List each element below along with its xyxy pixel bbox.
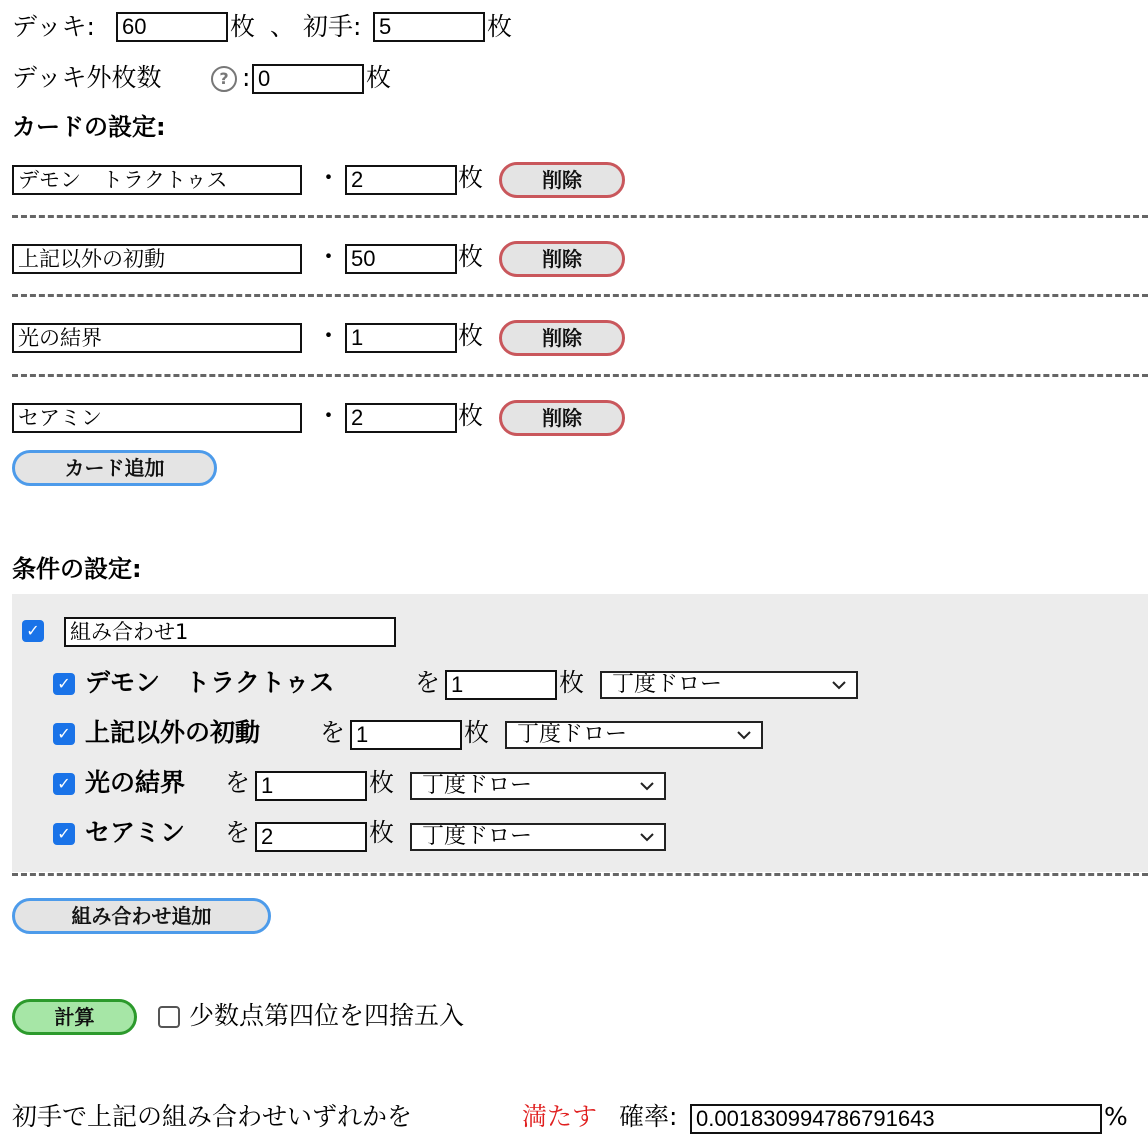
condition-mode-select[interactable] xyxy=(410,772,666,800)
result-value-field[interactable]: 0.001830994786791643 xyxy=(690,1104,1102,1134)
condition-unit: 枚 xyxy=(559,668,585,697)
conditions-heading: 条件の設定: xyxy=(12,555,142,583)
condition-card-name: 上記以外の初動 xyxy=(85,718,261,747)
card-name-input[interactable]: 上記以外の初動 xyxy=(12,244,302,274)
condition-count-input[interactable]: 2 xyxy=(255,822,367,852)
condition-wo: を xyxy=(415,668,441,697)
chevron-down-icon xyxy=(640,832,654,842)
chevron-down-icon xyxy=(737,730,751,740)
deck-unit: 枚 xyxy=(230,12,256,41)
calculate-button[interactable]: 計算 xyxy=(12,999,137,1035)
hand-unit: 枚 xyxy=(487,12,513,41)
hand-size-input[interactable]: 5 xyxy=(373,12,485,42)
delete-button[interactable]: 削除 xyxy=(499,241,625,277)
round-option-label: 少数点第四位を四捨五入 xyxy=(189,1001,465,1030)
outside-deck-input[interactable]: 0 xyxy=(252,64,364,94)
hand-size-label: 初手: xyxy=(303,12,362,41)
card-dot: ・ xyxy=(316,401,342,430)
condition-card-name: 光の結界 xyxy=(85,768,186,797)
card-unit: 枚 xyxy=(458,321,484,350)
card-dot: ・ xyxy=(316,321,342,350)
condition-unit: 枚 xyxy=(369,768,395,797)
add-combination-button[interactable]: 組み合わせ追加 xyxy=(12,898,271,934)
card-unit: 枚 xyxy=(458,242,484,271)
condition-card-name: セアミン xyxy=(85,818,186,847)
chevron-down-icon xyxy=(640,781,654,791)
divider xyxy=(12,873,1148,876)
result-suffix: 確率: xyxy=(619,1102,678,1131)
condition-checkbox[interactable]: ✓ xyxy=(53,673,75,695)
condition-mode-value: 丁度ドロー xyxy=(422,773,533,798)
condition-count-input[interactable]: 1 xyxy=(255,771,367,801)
condition-card-name: デモン トラクトゥス xyxy=(85,668,335,697)
result-unit: % xyxy=(1104,1102,1128,1131)
deck-size-input[interactable]: 60 xyxy=(116,12,228,42)
separator: 、 xyxy=(270,12,296,41)
delete-button[interactable]: 削除 xyxy=(499,162,625,198)
divider xyxy=(12,294,1148,297)
outside-colon: : xyxy=(242,63,251,92)
cards-heading: カードの設定: xyxy=(12,113,166,141)
outside-deck-label: デッキ外枚数 xyxy=(12,63,162,92)
card-count-input[interactable]: 1 xyxy=(345,323,457,353)
condition-mode-value: 丁度ドロー xyxy=(422,824,533,849)
card-name-input[interactable]: 光の結界 xyxy=(12,323,302,353)
card-count-input[interactable]: 2 xyxy=(345,403,457,433)
combination-checkbox[interactable]: ✓ xyxy=(22,620,44,642)
question-circle-icon[interactable]: ? xyxy=(211,66,237,92)
condition-checkbox[interactable]: ✓ xyxy=(53,773,75,795)
round-checkbox[interactable] xyxy=(158,1006,180,1028)
card-count-input[interactable]: 2 xyxy=(345,165,457,195)
card-name-input[interactable]: デモン トラクトゥス xyxy=(12,165,302,195)
condition-wo: を xyxy=(320,718,346,747)
deck-size-label: デッキ: xyxy=(12,12,95,41)
condition-wo: を xyxy=(225,818,251,847)
condition-mode-select[interactable] xyxy=(600,671,858,699)
outside-unit: 枚 xyxy=(366,63,392,92)
condition-checkbox[interactable]: ✓ xyxy=(53,723,75,745)
card-unit: 枚 xyxy=(458,163,484,192)
condition-count-input[interactable]: 1 xyxy=(445,670,557,700)
condition-mode-value: 丁度ドロー xyxy=(612,672,723,697)
condition-mode-select[interactable] xyxy=(410,823,666,851)
card-name-input[interactable]: セアミン xyxy=(12,403,302,433)
add-card-button[interactable]: カード追加 xyxy=(12,450,217,486)
condition-unit: 枚 xyxy=(464,718,490,747)
divider xyxy=(12,215,1148,218)
card-count-input[interactable]: 50 xyxy=(345,244,457,274)
condition-wo: を xyxy=(225,768,251,797)
card-dot: ・ xyxy=(316,163,342,192)
condition-mode-value: 丁度ドロー xyxy=(517,722,628,747)
condition-checkbox[interactable]: ✓ xyxy=(53,823,75,845)
delete-button[interactable]: 削除 xyxy=(499,320,625,356)
condition-mode-select[interactable] xyxy=(505,721,763,749)
divider xyxy=(12,374,1148,377)
condition-unit: 枚 xyxy=(369,818,395,847)
result-prefix: 初手で上記の組み合わせいずれかを xyxy=(12,1102,413,1131)
condition-count-input[interactable]: 1 xyxy=(350,720,462,750)
card-unit: 枚 xyxy=(458,401,484,430)
result-highlight: 満たす xyxy=(522,1102,598,1131)
chevron-down-icon xyxy=(832,680,846,690)
combination-name-input[interactable]: 組み合わせ1 xyxy=(64,617,396,647)
delete-button[interactable]: 削除 xyxy=(499,400,625,436)
card-dot: ・ xyxy=(316,242,342,271)
